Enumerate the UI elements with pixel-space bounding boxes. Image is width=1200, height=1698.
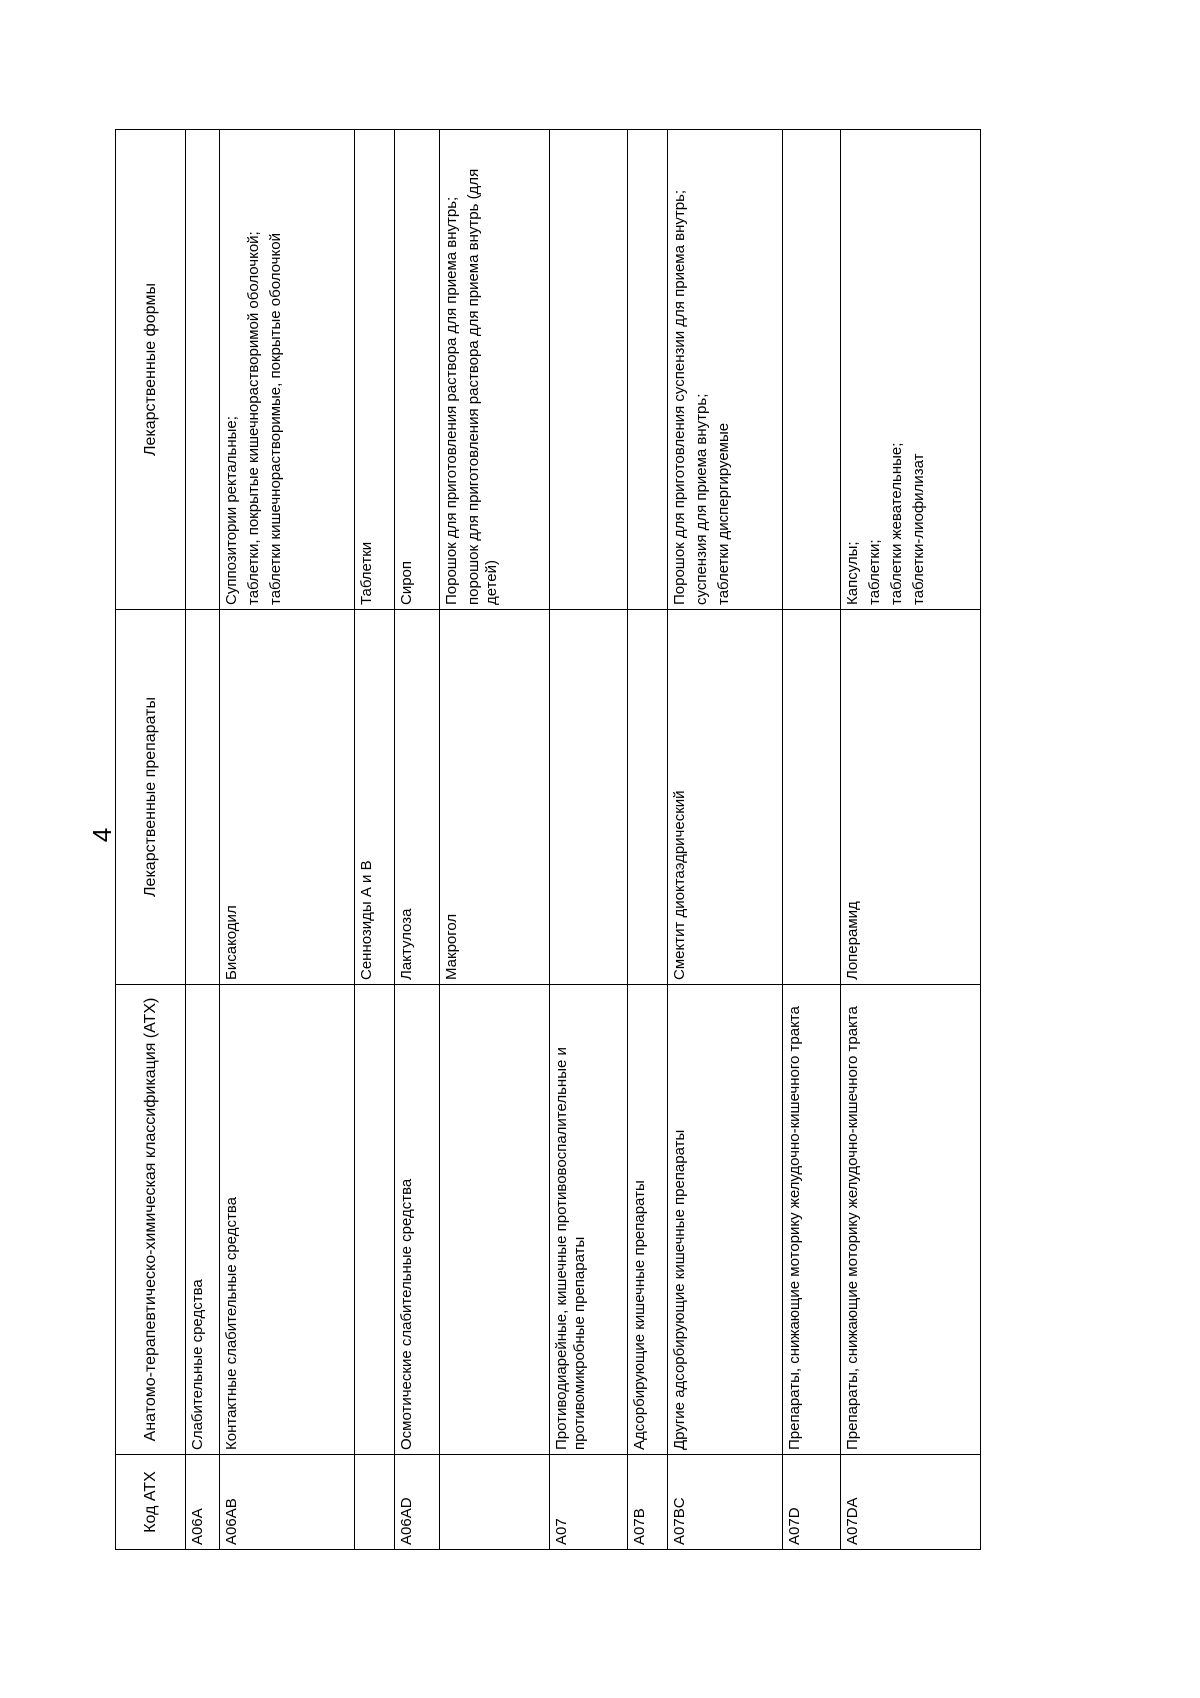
cell-code: A07D bbox=[783, 1455, 841, 1550]
cell-atx: Контактные слабительные средства bbox=[220, 985, 355, 1455]
cell-drug bbox=[186, 610, 220, 985]
table-row bbox=[220, 130, 355, 1550]
dosage-form-line: таблетки диспергируемые bbox=[715, 422, 732, 605]
cell-forms bbox=[783, 130, 841, 610]
cell-drug: Бисакодил bbox=[220, 610, 355, 985]
header-code: Код АТХ bbox=[116, 1455, 186, 1550]
cell-atx: Другие адсорбирующие кишечные препараты bbox=[668, 985, 783, 1455]
cell-atx bbox=[355, 985, 395, 1455]
table-row bbox=[550, 130, 628, 1550]
table-row bbox=[628, 130, 668, 1550]
dosage-form-line: Таблетки bbox=[358, 541, 375, 605]
cell-forms bbox=[395, 130, 440, 610]
cell-code: A07 bbox=[550, 1455, 628, 1550]
atx-table bbox=[115, 129, 981, 1550]
cell-forms bbox=[841, 130, 981, 610]
dosage-form-line: Порошок для приготовления раствора для приема внутрь; bbox=[443, 196, 460, 605]
header-atx: Анатомо-терапевтическо-химическая классификация (АТХ) bbox=[116, 985, 186, 1455]
cell-atx: Осмотические слабительные средства bbox=[395, 985, 440, 1455]
cell-atx: Препараты, снижающие моторику желудочно-кишечного тракта bbox=[841, 985, 981, 1455]
cell-code: A06AD bbox=[395, 1455, 440, 1550]
cell-forms bbox=[186, 130, 220, 610]
cell-drug: Макрогол bbox=[440, 610, 550, 985]
cell-atx: Адсорбирующие кишечные препараты bbox=[628, 985, 668, 1455]
rotated-table-wrapper bbox=[115, 130, 1055, 1550]
table-header-row bbox=[116, 130, 186, 1550]
table-row bbox=[440, 130, 550, 1550]
table-row bbox=[841, 130, 981, 1550]
cell-atx bbox=[440, 985, 550, 1455]
cell-forms bbox=[440, 130, 550, 610]
cell-code: A07DA bbox=[841, 1455, 981, 1550]
table-row bbox=[783, 130, 841, 1550]
dosage-form-line: суспензия для приема внутрь; bbox=[693, 393, 710, 605]
table-body bbox=[186, 130, 981, 1550]
table-row bbox=[355, 130, 395, 1550]
cell-forms bbox=[628, 130, 668, 610]
cell-drug: Лактулоза bbox=[395, 610, 440, 985]
cell-forms bbox=[550, 130, 628, 610]
cell-code: A07B bbox=[628, 1455, 668, 1550]
dosage-form-line: таблетки-лиофилизат bbox=[910, 453, 927, 605]
header-drug: Лекарственные препараты bbox=[116, 610, 186, 985]
cell-forms bbox=[220, 130, 355, 610]
dosage-form-line: таблетки жевательные; bbox=[888, 442, 905, 605]
page-number: 4 bbox=[87, 827, 117, 843]
table-row bbox=[395, 130, 440, 1550]
cell-forms bbox=[355, 130, 395, 610]
cell-code: A06AB bbox=[220, 1455, 355, 1550]
dosage-form-line: таблетки; bbox=[866, 539, 883, 605]
dosage-form-line: Капсулы; bbox=[844, 541, 861, 605]
table-row bbox=[668, 130, 783, 1550]
cell-drug bbox=[628, 610, 668, 985]
cell-atx: Препараты, снижающие моторику желудочно-кишечного тракта bbox=[783, 985, 841, 1455]
cell-drug: Лоперамид bbox=[841, 610, 981, 985]
header-form: Лекарственные формы bbox=[116, 130, 186, 610]
cell-code bbox=[355, 1455, 395, 1550]
dosage-form-line: Сироп bbox=[398, 560, 415, 605]
dosage-form-line: Суппозитории ректальные; bbox=[223, 416, 240, 605]
cell-atx: Противодиарейные, кишечные противовоспалительные и противомикробные препараты bbox=[550, 985, 628, 1455]
cell-code bbox=[440, 1455, 550, 1550]
dosage-form-line: таблетки, покрытые кишечнорастворимой оболочкой; bbox=[245, 231, 262, 605]
dosage-form-line: таблетки кишечнорастворимые, покрытые оболочкой bbox=[267, 233, 284, 605]
table-row bbox=[186, 130, 220, 1550]
cell-code: A06A bbox=[186, 1455, 220, 1550]
cell-drug: Сеннозиды А и В bbox=[355, 610, 395, 985]
cell-drug: Смектит диоктаэдрический bbox=[668, 610, 783, 985]
cell-code: A07BC bbox=[668, 1455, 783, 1550]
cell-drug bbox=[550, 610, 628, 985]
cell-atx: Слабительные средства bbox=[186, 985, 220, 1455]
cell-forms bbox=[668, 130, 783, 610]
cell-drug bbox=[783, 610, 841, 985]
dosage-form-line: Порошок для приготовления суспензии для приема внутрь; bbox=[671, 189, 688, 605]
dosage-form-line: порошок для приготовления раствора для приема внутрь (для детей) bbox=[465, 168, 500, 605]
